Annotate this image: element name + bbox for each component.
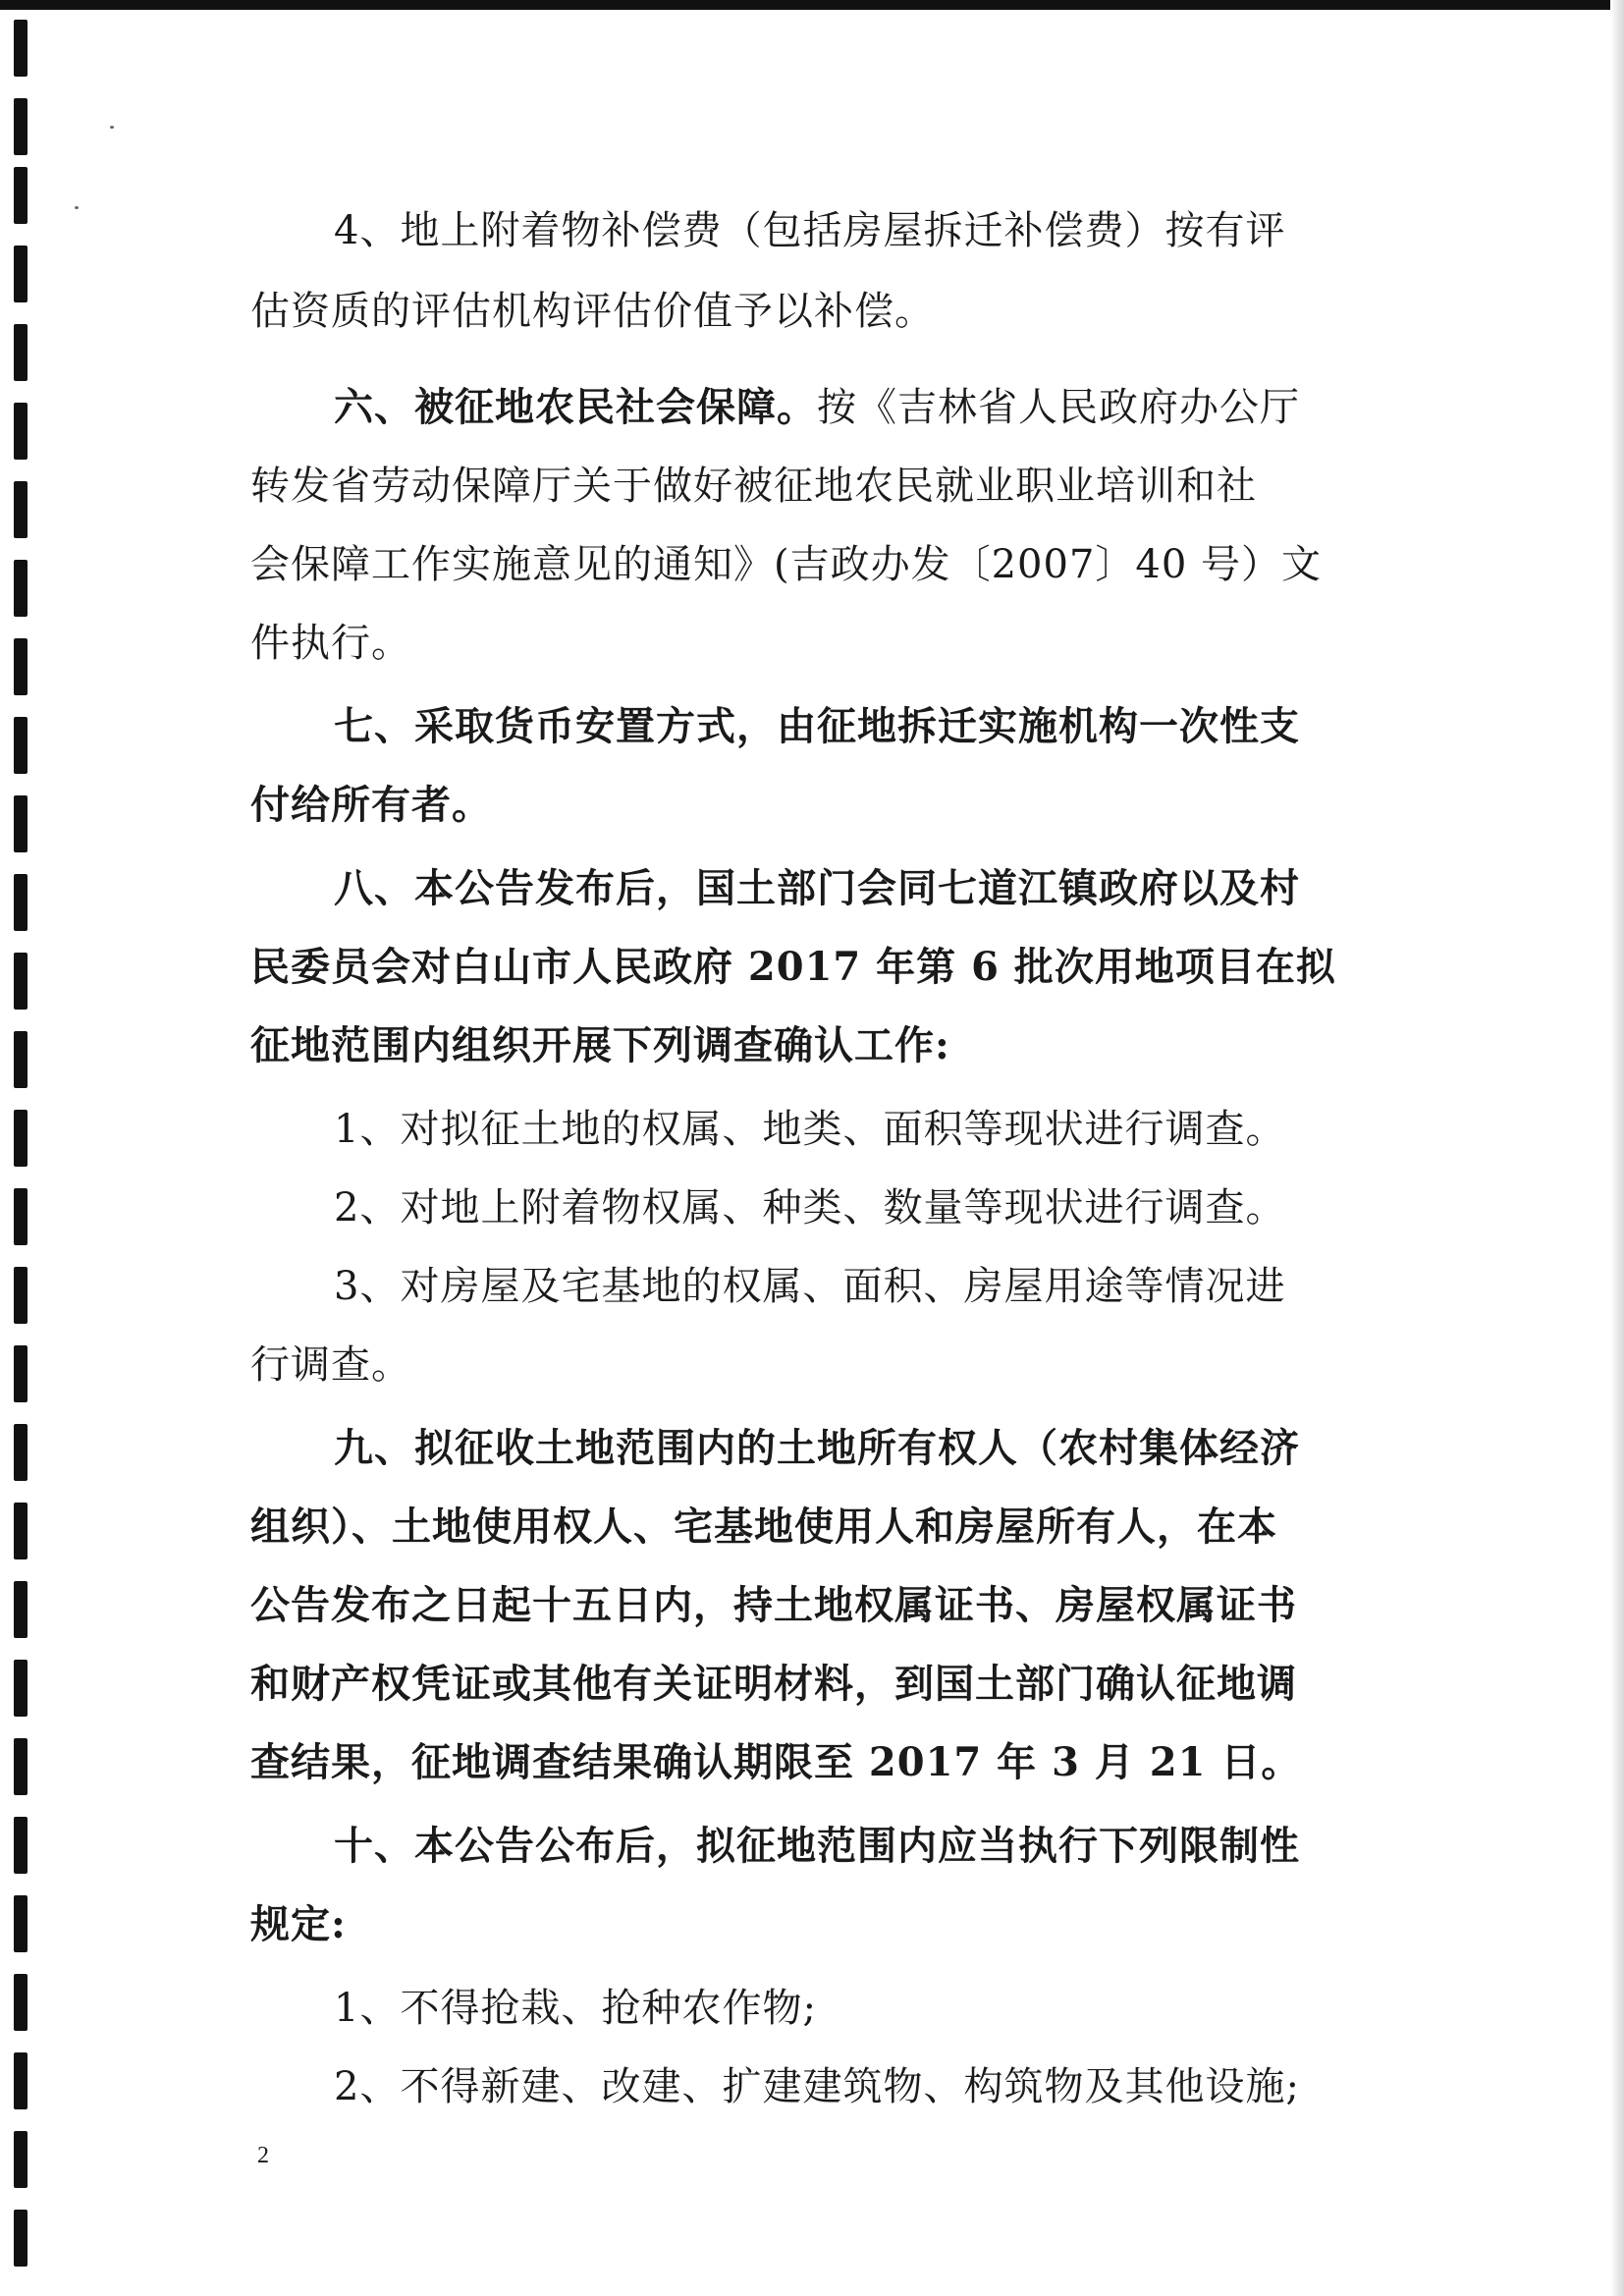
binding-hole <box>14 1267 27 1324</box>
binding-hole <box>14 2210 27 2267</box>
binding-holes <box>0 0 59 2296</box>
binding-hole <box>14 953 27 1010</box>
page-top-edge <box>0 0 1624 10</box>
binding-hole <box>14 1974 27 2031</box>
binding-hole <box>14 246 27 302</box>
scan-speck <box>75 206 79 209</box>
text-line: 估资质的评估机构评估价值予以补偿。 <box>250 289 935 334</box>
binding-hole <box>14 1503 27 1559</box>
section-8-line: 八、本公告发布后，国土部门会同七道江镇政府以及村 <box>334 865 1300 911</box>
text-line: 会保障工作实施意见的通知》(吉政办发〔2007〕40 号）文 <box>250 542 1323 587</box>
binding-hole <box>14 481 27 538</box>
binding-hole <box>14 2131 27 2188</box>
section-7-line: 付给所有者。 <box>250 782 492 828</box>
section-9-line: 组织）、土地使用权人、宅基地使用人和房屋所有人，在本 <box>250 1503 1277 1550</box>
text-line: 4、地上附着物补偿费（包括房屋拆迁补偿费）按有评 <box>334 208 1286 253</box>
binding-hole <box>14 1188 27 1245</box>
binding-hole <box>14 874 27 931</box>
binding-hole <box>14 167 27 224</box>
section-9-line: 和财产权凭证或其他有关证明材料，到国土部门确认征地调 <box>250 1661 1297 1707</box>
list-item: 行调查。 <box>250 1342 411 1388</box>
binding-hole <box>14 1110 27 1167</box>
binding-hole <box>14 1895 27 1952</box>
section-8-line: 民委员会对白山市人民政府 2017 年第 6 批次用地项目在拟 <box>250 944 1336 990</box>
binding-hole <box>14 1581 27 1638</box>
section-9-line: 查结果，征地调查结果确认期限至 2017 年 3 月 21 日。 <box>250 1739 1302 1785</box>
binding-hole <box>14 560 27 617</box>
binding-hole <box>14 403 27 460</box>
list-item: 1、不得抢栽、抢种农作物; <box>334 1986 817 2031</box>
binding-hole <box>14 2052 27 2109</box>
section-10-line: 规定: <box>250 1901 347 1947</box>
binding-hole <box>14 98 27 155</box>
list-item: 1、对拟征土地的权属、地类、面积等现状进行调查。 <box>334 1107 1286 1152</box>
binding-hole <box>14 1738 27 1795</box>
binding-hole <box>14 1345 27 1402</box>
page-right-shadow <box>1610 0 1624 2296</box>
list-item: 2、不得新建、改建、扩建建筑物、构筑物及其他设施; <box>334 2064 1300 2109</box>
section-6-line <box>334 378 1300 437</box>
binding-hole <box>14 1031 27 1088</box>
binding-hole <box>14 717 27 774</box>
list-item: 2、对地上附着物权属、种类、数量等现状进行调查。 <box>334 1185 1286 1230</box>
binding-hole <box>14 1817 27 1874</box>
binding-hole <box>14 1660 27 1717</box>
section-9-line: 九、拟征收土地范围内的土地所有权人（农村集体经济 <box>334 1425 1300 1471</box>
section-9-line: 公告发布之日起十五日内，持土地权属证书、房屋权属证书 <box>250 1582 1297 1628</box>
scan-speck <box>110 126 114 129</box>
text-line: 转发省劳动保障厅关于做好被征地农民就业职业培训和社 <box>250 464 1257 509</box>
binding-hole <box>14 20 27 77</box>
section-6-heading: 六、被征地农民社会保障。 <box>334 384 817 430</box>
binding-hole <box>14 795 27 852</box>
page-number: 2 <box>257 2143 269 2168</box>
list-item: 3、对房屋及宅基地的权属、面积、房屋用途等情况进 <box>334 1264 1286 1309</box>
binding-hole <box>14 638 27 695</box>
text-run: 按《吉林省人民政府办公厅 <box>817 385 1300 430</box>
section-8-line: 征地范围内组织开展下列调查确认工作: <box>250 1022 950 1068</box>
section-7-line: 七、采取货币安置方式，由征地拆迁实施机构一次性支 <box>334 703 1300 749</box>
binding-hole <box>14 1424 27 1481</box>
text-line: 件执行。 <box>250 621 411 666</box>
section-10-line: 十、本公告公布后，拟征地范围内应当执行下列限制性 <box>334 1823 1300 1869</box>
binding-hole <box>14 324 27 381</box>
